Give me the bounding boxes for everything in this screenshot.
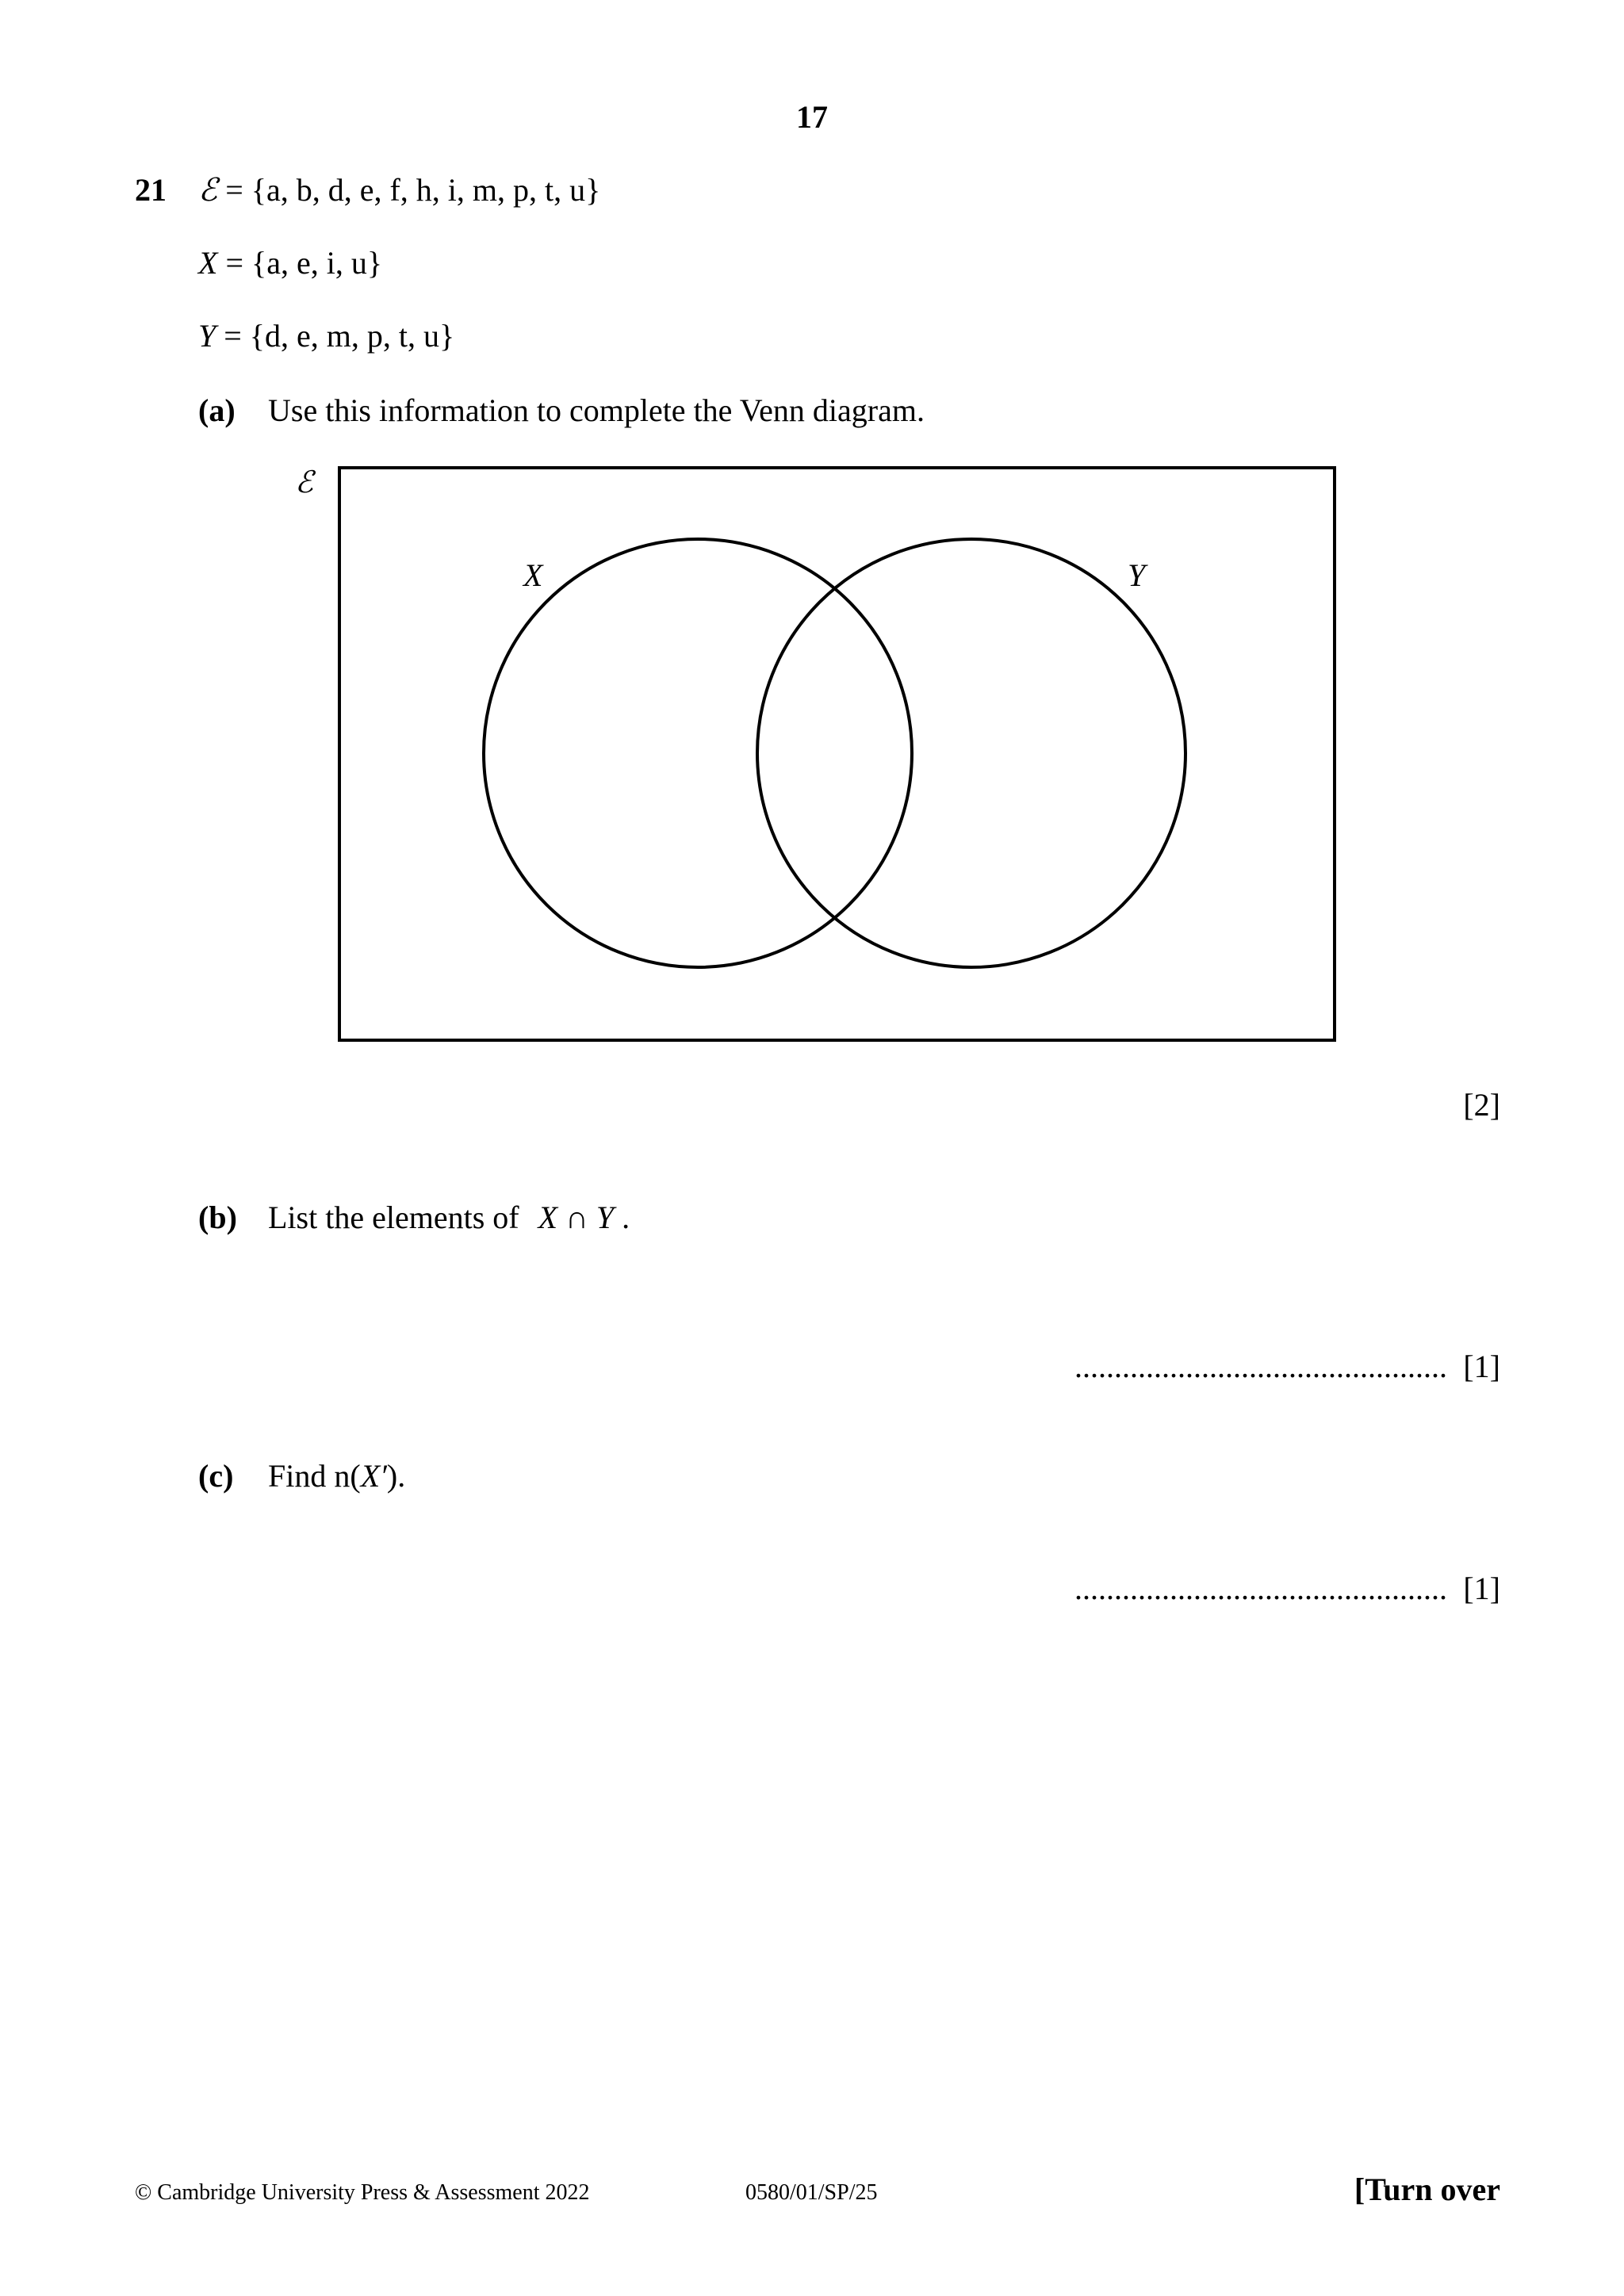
part-b-expression-end: .	[622, 1200, 630, 1235]
footer-code: 0580/01/SP/25	[745, 2180, 878, 2205]
circle-y-label: Y	[1128, 557, 1146, 593]
circle-x[interactable]	[484, 539, 912, 967]
universal-set-symbol: ℰ	[198, 172, 218, 209]
part-b-question	[198, 1199, 630, 1236]
part-c-marks: [1]	[1463, 1571, 1500, 1606]
part-b-answer-line[interactable]: ...............................................	[1074, 1349, 1447, 1384]
page-number: 17	[796, 99, 828, 135]
question-number: 21	[135, 172, 167, 208]
footer-copyright: © Cambridge University Press & Assessment 2022	[135, 2180, 590, 2205]
set-x-elements: = {a, e, i, u}	[225, 245, 383, 281]
set-x-label: X	[198, 245, 218, 281]
turn-over-label: [Turn over	[1354, 2172, 1500, 2207]
set-y-label: Y	[198, 318, 216, 354]
circle-y[interactable]	[757, 539, 1185, 967]
part-c-expression: X′	[360, 1458, 387, 1494]
part-a-question	[198, 392, 925, 429]
universal-set-line	[198, 171, 600, 209]
set-y-line	[198, 317, 454, 354]
part-a-label: (a)	[198, 392, 236, 428]
set-x-line	[198, 244, 382, 281]
universal-set-elements: = {a, b, d, e, f, h, i, m, p, t, u}	[225, 172, 601, 208]
part-b-expression: X ∩ Y	[538, 1200, 615, 1235]
part-b-text: List the elements of	[268, 1200, 519, 1235]
part-b-label: (b)	[198, 1200, 237, 1235]
part-c-question	[198, 1457, 405, 1494]
part-b-marks: [1]	[1463, 1349, 1500, 1384]
part-c-text-before: Find n(	[268, 1458, 361, 1494]
venn-universal-symbol: ℰ	[295, 465, 314, 499]
part-c-label: (c)	[198, 1458, 234, 1494]
part-a-marks: [2]	[1463, 1087, 1500, 1123]
set-y-elements: = {d, e, m, p, t, u}	[224, 318, 455, 354]
part-a-text: Use this information to complete the Venn diagram.	[268, 392, 925, 428]
venn-diagram[interactable]	[285, 456, 1348, 1047]
part-c-answer-line[interactable]: ...............................................	[1074, 1571, 1447, 1606]
part-c-text-after: ).	[386, 1458, 406, 1494]
circle-x-label: X	[523, 557, 543, 593]
